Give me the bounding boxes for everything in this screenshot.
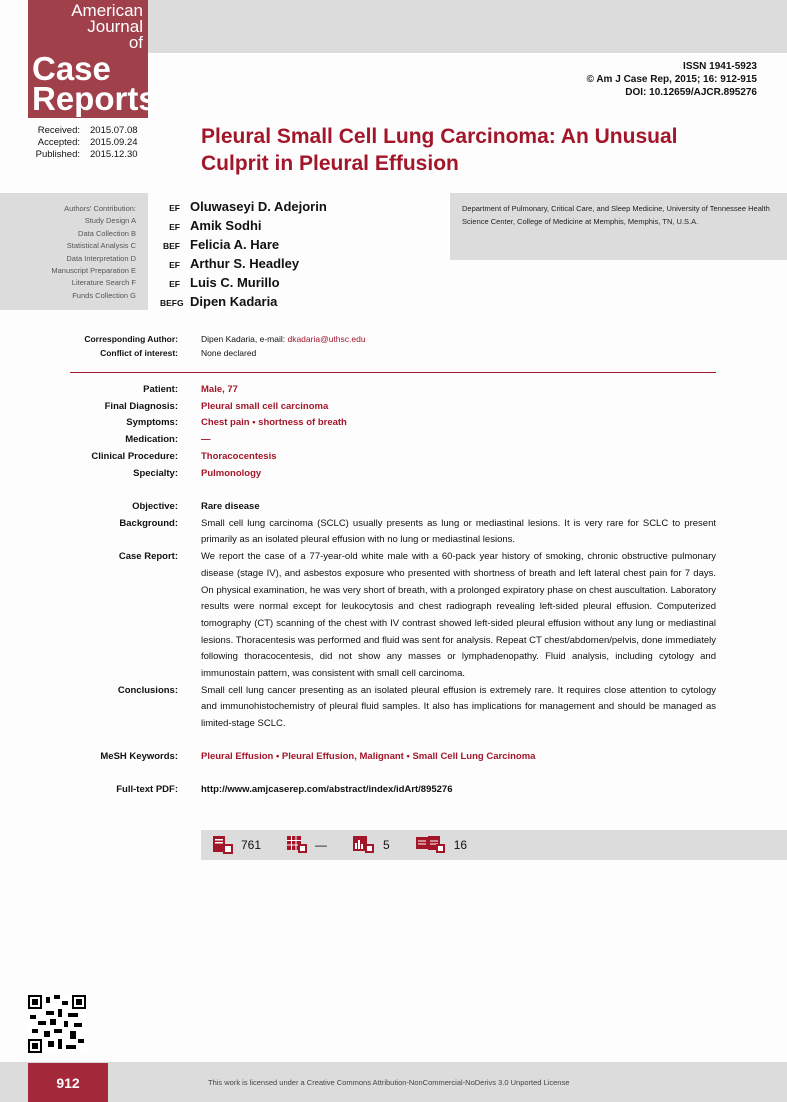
citation-meta: ISSN 1941-5923 © Am J Case Rep, 2015; 16: 912-915 DOI: 10.12659/AJCR.895276 (586, 61, 757, 98)
correspondence: Corresponding Author: Dipen Kadaria, e-mail: dkadaria@uthsc.edu Conflict of interest: None declared (84, 334, 366, 358)
divider (70, 372, 716, 373)
references-icon (416, 836, 446, 854)
page-number: 912 (28, 1063, 108, 1102)
pdf-link[interactable]: http://www.amjcaserep.com/abstract/index/idArt/895276 (201, 783, 453, 795)
journal-logo: American Journal of Case Reports (28, 0, 148, 118)
author-list: EF Oluwaseyi D. Adejorin EF Amik Sodhi BEF Felicia A. Hare EF Arthur S. Headley EF Luis C. Murillo BEFG Dipen Kadaria (160, 199, 327, 309)
affiliation: Department of Pulmonary, Critical Care, and Sleep Medicine, University of Tennessee Health Science Center, College of Medicine at Memphis, Memphis, TN, U.S.A. (450, 193, 787, 260)
abstract: Objective: Rare disease Background: Small cell lung carcinoma (SCLC) usually presents as lung or mediastinal lesions. It is very rare for SCLC to present primarily as an isolated pleural effusion with no lung or mediastinal lesions. Case Report: We report the case of a 77-year-old white male with a 60-pack year history of smoking, chronic obstructive pulmonary disease (stage IV), and asbestos exposure who presented with shortness of breath and left lateral chest pain for 7 days. On physical examination, he was very short of breath, with a prolonged expiratory phase on chest auscultation. Laboratory results were normal except for leukocytosis and chest radiograph revealing left-sided pleural effusion. Computerized tomography (CT) scanning of the chest with IV contrast showed left-sided pleural effusion without any lung or mediastinal lesions. Thoracentesis was performed and fluid was sent for analysis. Repeat CT chest/abdomen/pelvis, done immediately following thoracocentesis, did not show any masses or lymphadenopathy. Fluid analysis, including cytology and immunostain pattern, was consistent with small cell carcinoma. Conclusions: Small cell lung cancer presenting as an isolated pleural effusion is extremely rare. It requires close attention to cytology and immunohistochemistry of pleural fluid samples. It also has implications for management and should be managed as limited-stage SCLC. MeSH Keywords: Pleural Effusion • Pleural Effusion, Malignant • Small Cell Lung Carcinoma Full-text PDF: http://www.amjcaserep.com/abstract/index/idArt/895276 (0, 499, 716, 798)
article-stats: 761 — 5 16 (201, 830, 787, 860)
dates: Received: 2015.07.08 Accepted: 2015.09.24 Published: 2015.12.30 (35, 125, 138, 160)
header-bar (148, 0, 787, 53)
word-count-icon (213, 836, 233, 854)
qr-code[interactable] (28, 995, 86, 1053)
case-info: Patient: Male, 77 Final Diagnosis: Pleural small cell carcinoma Symptoms: Chest pain • shortness of breath Medication: — Clinical Procedure: Thoracocentesis Specialty: Pulmonology (91, 384, 347, 479)
figures-icon (353, 836, 375, 854)
mesh-keywords: Pleural Effusion • Pleural Effusion, Malignant • Small Cell Lung Carcinoma (201, 750, 536, 762)
license-text: This work is licensed under a Creative Commons Attribution-NonCommercial-NoDerivs 3.0 Unported License (208, 1078, 570, 1087)
tables-icon (287, 836, 307, 854)
email-link[interactable]: dkadaria@uthsc.edu (287, 334, 366, 344)
contribution-legend: Authors' Contribution: Study Design A Data Collection B Statistical Analysis C Data Interpretation D Manuscript Preparation E Literature Search F Funds Collection G (0, 193, 148, 310)
article-title: Pleural Small Cell Lung Carcinoma: An Unusual Culprit in Pleural Effusion (201, 125, 678, 175)
